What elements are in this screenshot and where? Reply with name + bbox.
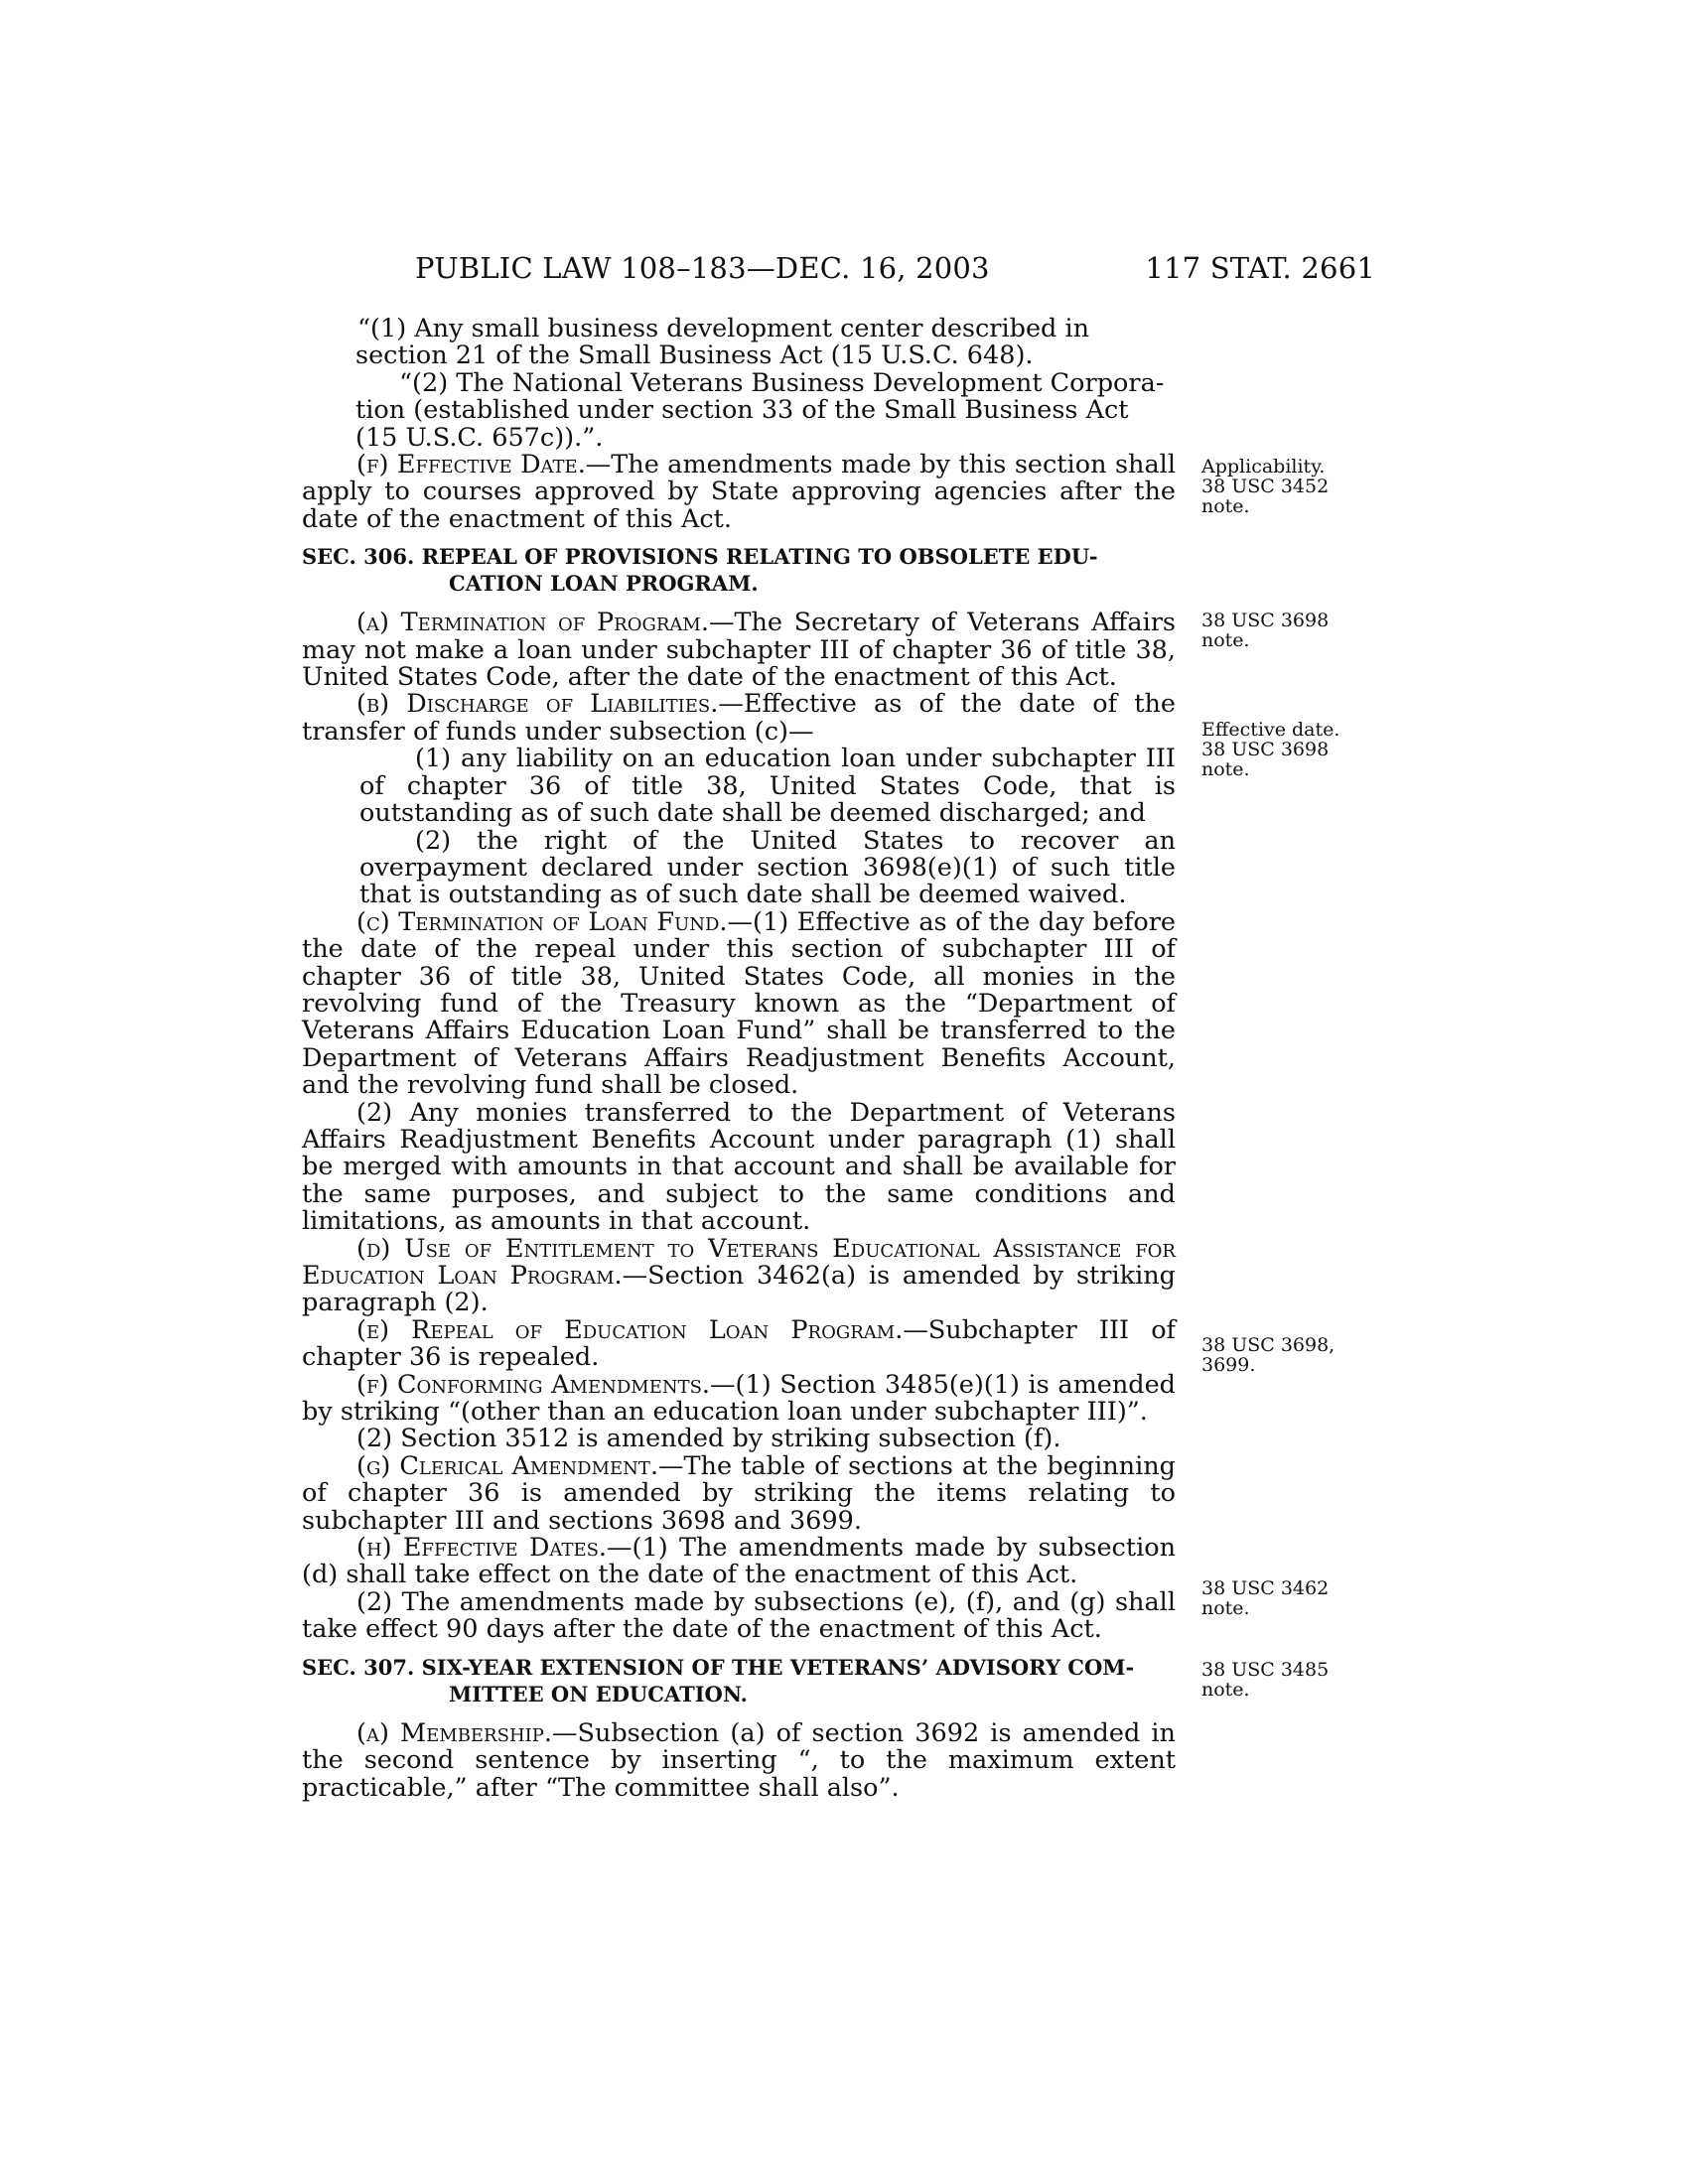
subsection-d-text: —Section 3462(a) is amended by striking paragraph (2). [302,1261,1176,1318]
subsection-d-use-of-entitlement [302,1233,1176,1318]
subsection-c-text: —(1) Effective as of the day before the date of the repeal under this section of subchapter III of chapter 36 of title 38, United States Code, all monies in the revolving fund of the Treasury known as the “Department of Veterans Affairs Education Loan Fund” shall be transferred to the Department of Veterans Affairs Readjustment Benefits Account, and the revolving fund shall be closed. [302,906,1176,1101]
statute-body [302,316,1176,1802]
subsection-h-heading: (h) Effective Dates. [356,1533,608,1564]
margin-note-line: note. [1201,1679,1250,1701]
subsection-c-heading: (c) Termination of Loan Fund. [356,906,728,937]
subsection-a-termination-of-program [302,610,1176,691]
margin-note-line: note. [1201,495,1250,517]
section-306-title-line-2: CATION LOAN PROGRAM. [449,571,759,597]
subsection-a-heading: (a) Termination of Program. [356,608,709,638]
subsection-g-heading: (g) Clerical Amendment. [356,1450,659,1481]
subsection-e-text: —Subchapter III of chapter 36 is repealed. [302,1314,1176,1373]
margin-note-line: Applicability. [1201,456,1326,478]
subsection-h-effective-dates [302,1535,1176,1589]
subsection-f-heading: (f) Effective Date. [356,450,586,480]
subsection-c-termination-of-loan-fund [302,906,1176,1101]
subsection-h-paragraph-2: (2) The amendments made by subsections (e), (f), and (g) shall take effect 90 days after the date of the enactment of this Act. [302,1586,1176,1645]
margin-note-line: 38 USC 3452 [1201,476,1330,497]
margin-note-line: note. [1201,629,1250,651]
subsection-b-text: —Effective as of the date of the transfer of funds under subsection (c)— [302,689,1176,747]
margin-note-line: note. [1201,758,1250,780]
margin-note-line: Effective date. [1201,719,1340,741]
subsection-e-repeal-of-program [302,1314,1176,1373]
margin-note-line: 3699. [1201,1354,1256,1376]
subsection-d-heading: (d) Use of Entitlement to Veterans Educational Assistance for Education Loan Program. [302,1233,1176,1291]
margin-note-applicability [1201,457,1329,516]
section-307-subsection-a-heading: (a) Membership. [356,1717,552,1748]
subsection-c-paragraph-2: (2) Any monies transferred to the Department of Veterans Affairs Readjustment Benefits Account under paragraph (1) shall be merged with amounts in that account and shall be available for the same purposes, and subject to the same conditions and limitations, as amounts in that account. [302,1097,1176,1237]
paragraph-2-line-b: tion (established under section 33 of the Small Business Act [355,395,1129,426]
margin-note-line: 38 USC 3698 [1201,739,1330,760]
section-307-heading [302,1654,1176,1707]
subsection-f-effective-date [302,452,1176,533]
paragraph-1-line-a: “(1) Any small business development center described in [357,314,1090,343]
paragraph-2-line-c: (15 U.S.C. 657c)).”. [355,422,604,453]
subsection-f-text: —The amendments made by this section shall apply to courses approved by State approving agencies after the date of the enactment of this Act. [302,450,1176,534]
margin-note-38-usc-3698 [1201,611,1329,650]
section-307-title-line-1: SEC. 307. SIX-YEAR EXTENSION OF THE VETERANS’ ADVISORY COM- [302,1654,1135,1680]
margin-note-effective-date [1201,720,1339,779]
subsection-a-text: —The Secretary of Veterans Affairs may not make a loan under subchapter III of chapter 36 of title 38, United States Code, after the date of the enactment of this Act. [302,608,1176,693]
section-306-heading [302,543,1176,597]
subsection-b-paragraph-1: (1) any liability on an education loan under subchapter III of chapter 36 of title 38, United States Code, that is outstanding as of such date shall be deemed discharged; and [359,744,1176,829]
subsection-b-discharge-of-liabilities [302,691,1176,746]
subsection-f2-heading: (f) Conforming Amendments. [356,1369,711,1400]
subsection-b-heading: (b) Discharge of Liabilities. [356,689,719,720]
subsection-h-text: —(1) The amendments made by subsection (d) shall take effect on the date of the enactment of this Act. [302,1533,1176,1590]
law-citation-header: PUBLIC LAW 108–183—DEC. 16, 2003 [415,251,990,285]
margin-note-line: note. [1201,1597,1250,1619]
margin-note-line: 38 USC 3698, [1201,1334,1336,1356]
section-306-title-line-1: SEC. 306. REPEAL OF PROVISIONS RELATING TO OBSOLETE EDU- [302,544,1098,570]
subsection-g-text: —The table of sections at the beginning of chapter 36 is amended by striking the items relating to subchapter III and sections 3698 and 3699. [302,1450,1176,1536]
margin-note-line: 38 USC 3485 [1201,1659,1330,1681]
paragraph-1-line-b: section 21 of the Small Business Act (15 U.S.C. 648). [355,341,1034,371]
subsection-f2-text: —(1) Section 3485(e)(1) is amended by striking “(other than an education loan under subchapter III)”. [302,1369,1176,1428]
subsection-f-conforming-amendments [302,1369,1176,1428]
subsection-f-paragraph-2: (2) Section 3512 is amended by striking subsection (f). [356,1424,1061,1454]
page-header [298,248,1375,288]
statute-page-number: 117 STAT. 2661 [1145,251,1375,285]
margin-note-line: 38 USC 3462 [1201,1577,1330,1599]
margin-note-38-usc-3698-3699 [1201,1335,1335,1375]
margin-note-38-usc-3462 [1201,1578,1329,1618]
subsection-b-paragraph-2: (2) the right of the United States to recover an overpayment declared under section 3698(e)(1) of such title that is outstanding as of such date shall be deemed waived. [359,825,1176,910]
subsection-g-clerical-amendment [302,1450,1176,1536]
margin-note-line: 38 USC 3698 [1201,610,1330,631]
section-307-subsection-a-membership [302,1717,1176,1803]
paragraph-2-line-a: “(2) The National Veterans Business Development Corpora- [399,367,1165,398]
subsection-e-heading: (e) Repeal of Education Loan Program. [356,1314,904,1345]
margin-note-38-usc-3485 [1201,1660,1329,1700]
section-307-title-line-2: MITTEE ON EDUCATION. [449,1681,748,1706]
section-307-subsection-a-text: —Subsection (a) of section 3692 is amended in the second sentence by inserting “, to the maximum extent practicable,” after “The committee shall also”. [302,1717,1176,1803]
